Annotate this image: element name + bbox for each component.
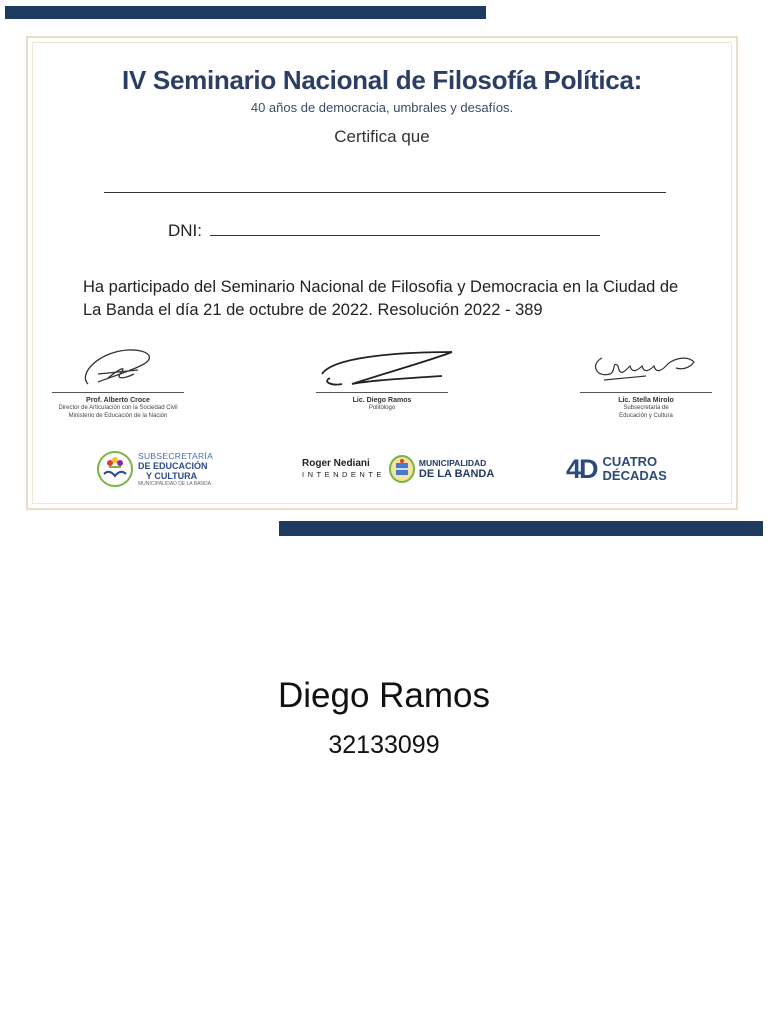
subsecretaria-line4: MUNICIPALIDAD DE LA BANDA <box>138 481 211 487</box>
cuatro-decadas-line2: DÉCADAS <box>602 468 667 483</box>
subsecretaria-line1: SUBSECRETARÍA <box>138 451 214 461</box>
signature-line-ramos <box>316 392 448 393</box>
signatory-role-mirolo-1: Subsecretaria de <box>623 405 669 411</box>
signature-line-mirolo <box>580 392 712 393</box>
signature-block-croce <box>48 344 188 420</box>
intendente-name: Roger Nediani <box>302 458 370 469</box>
recipient-name: Diego Ramos <box>277 676 491 715</box>
signature-mirolo-image <box>586 344 706 392</box>
subsecretaria-emblem-icon <box>96 450 134 488</box>
cuatro-decadas-line1: CUATRO <box>602 454 658 469</box>
signature-croce-image <box>68 344 168 392</box>
logo-municipalidad <box>302 454 494 484</box>
signatory-role-ramos-1: Politólogo <box>368 405 396 411</box>
municipal-shield-icon <box>388 454 416 484</box>
certifies-text: Certifica que <box>334 127 430 146</box>
logo-subsecretaria <box>96 450 213 488</box>
signature-line-croce <box>52 392 184 393</box>
signatory-role-croce-2: Ministerio de Educación de la Nación <box>68 412 168 419</box>
dni-blank-line <box>210 235 600 236</box>
signature-block-ramos <box>312 344 452 413</box>
signature-block-mirolo <box>576 344 716 420</box>
signatory-role-mirolo-2: Educación y Cultura <box>619 412 673 419</box>
municipalidad-line2: DE LA BANDA <box>418 468 495 480</box>
intendente-title: INTENDENTE <box>302 470 385 479</box>
signatory-name-mirolo: Lic. Stella Mirolo <box>618 397 674 404</box>
dni-label: DNI: <box>168 221 202 240</box>
bottom-accent-bar <box>279 521 763 536</box>
logo-cuatro-decadas <box>566 454 667 484</box>
signature-ramos-image <box>312 344 462 392</box>
certificate-body-text: Ha participado del Seminario Nacional de Filosofia y Democracia en la Ciudad de La Banda el día 21 de octubre de 2022. Resolución 2022 - 389 <box>83 278 679 319</box>
municipalidad-line1: MUNICIPALIDAD <box>418 458 487 468</box>
certificate-title: IV Seminario Nacional de Filosofía Política: <box>122 65 642 95</box>
signatory-name-croce: Prof. Alberto Croce <box>86 397 150 404</box>
signatory-name-ramos: Lic. Diego Ramos <box>352 397 412 404</box>
name-blank-line <box>104 192 666 193</box>
certificate-subtitle: 40 años de democracia, umbrales y desafíos. <box>250 100 514 115</box>
cuatro-decadas-mark: 4D <box>566 454 597 484</box>
signatory-role-croce-1: Director de Articulación con la Sociedad Civil <box>58 405 178 411</box>
recipient-dni: 32133099 <box>328 731 440 759</box>
subsecretaria-line2: DE EDUCACIÓN <box>138 461 208 471</box>
certificate <box>26 36 738 510</box>
subsecretaria-line3: Y CULTURA <box>146 471 198 481</box>
top-accent-bar <box>5 6 486 19</box>
